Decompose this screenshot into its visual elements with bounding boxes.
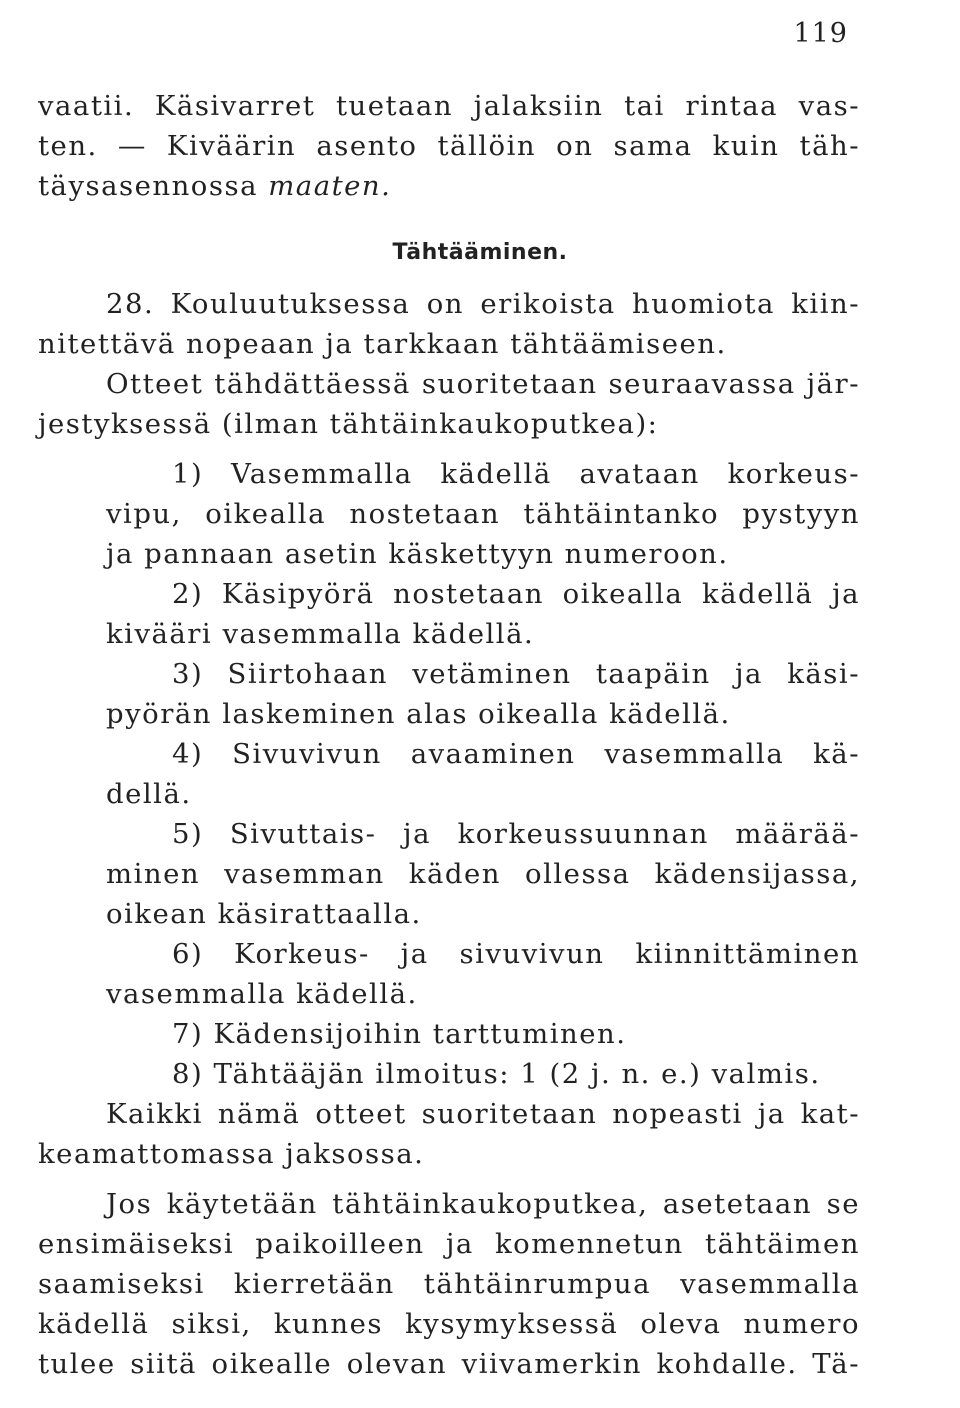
text-line: tulee siitä oikealle olevan viivamerkin kohdalle. Tä- xyxy=(38,1348,860,1380)
text-line: saamiseksi kierretään tähtäinrumpua vasemmalla xyxy=(38,1268,860,1300)
text-line: ten. — Kiväärin asento tällöin on sama kuin täh- xyxy=(38,130,860,162)
text-line: jestyksessä (ilman tähtäinkaukoputkea): xyxy=(38,408,659,440)
text-line: kivääri vasemmalla kädellä. xyxy=(106,618,535,650)
text-line: Jos käytetään tähtäinkaukoputkea, asetetaan se xyxy=(106,1188,860,1220)
text-line: 1) Vasemmalla kädellä avataan korkeus- xyxy=(172,458,860,490)
text-line: 28. Kouluutuksessa on erikoista huomiota kiin- xyxy=(106,288,860,320)
text-line: vasemmalla kädellä. xyxy=(106,978,418,1010)
text-line: 8) Tähtääjän ilmoitus: 1 (2 j. n. e.) valmis. xyxy=(172,1058,821,1090)
text-line: pyörän laskeminen alas oikealla kädellä. xyxy=(106,698,731,730)
text-line: dellä. xyxy=(106,778,192,810)
text-line xyxy=(38,170,860,202)
text-span: täysasennossa xyxy=(38,170,258,202)
text-line: 4) Sivuvivun avaaminen vasemmalla kä- xyxy=(172,738,860,770)
italic-word: maaten. xyxy=(268,170,392,202)
text-line: 3) Siirtohaan vetäminen taapäin ja käsi- xyxy=(172,658,860,690)
text-line: vaatii. Käsivarret tuetaan jalaksiin tai rintaa vas- xyxy=(38,90,860,122)
text-line: 2) Käsipyörä nostetaan oikealla kädellä ja xyxy=(172,578,860,610)
text-line: ensimäiseksi paikoilleen ja komennetun tähtäimen xyxy=(38,1228,860,1260)
text-line: Otteet tähdättäessä suoritetaan seuraavassa jär- xyxy=(106,368,860,400)
text-line: Kaikki nämä otteet suoritetaan nopeasti ja kat- xyxy=(106,1098,860,1130)
text-line: 5) Sivuttais- ja korkeussuunnan määrää- xyxy=(172,818,860,850)
text-line: minen vasemman käden ollessa kädensijassa, xyxy=(106,858,860,890)
text-line: vipu, oikealla nostetaan tähtäintanko pystyyn xyxy=(106,498,860,530)
text-line: oikean käsirattaalla. xyxy=(106,898,422,930)
text-line: keamattomassa jaksossa. xyxy=(38,1138,425,1170)
text-line: 7) Kädensijoihin tarttuminen. xyxy=(172,1018,627,1050)
text-line: kädellä siksi, kunnes kysymyksessä oleva numero xyxy=(38,1308,860,1340)
text-line: 6) Korkeus- ja sivuvivun kiinnittäminen xyxy=(172,938,860,970)
text-line: ja pannaan asetin käskettyyn numeroon. xyxy=(106,538,729,570)
text-line: nitettävä nopeaan ja tarkkaan tähtäämiseen. xyxy=(38,328,727,360)
page-number: 119 xyxy=(793,18,848,49)
section-heading: Tähtääminen. xyxy=(392,240,568,265)
